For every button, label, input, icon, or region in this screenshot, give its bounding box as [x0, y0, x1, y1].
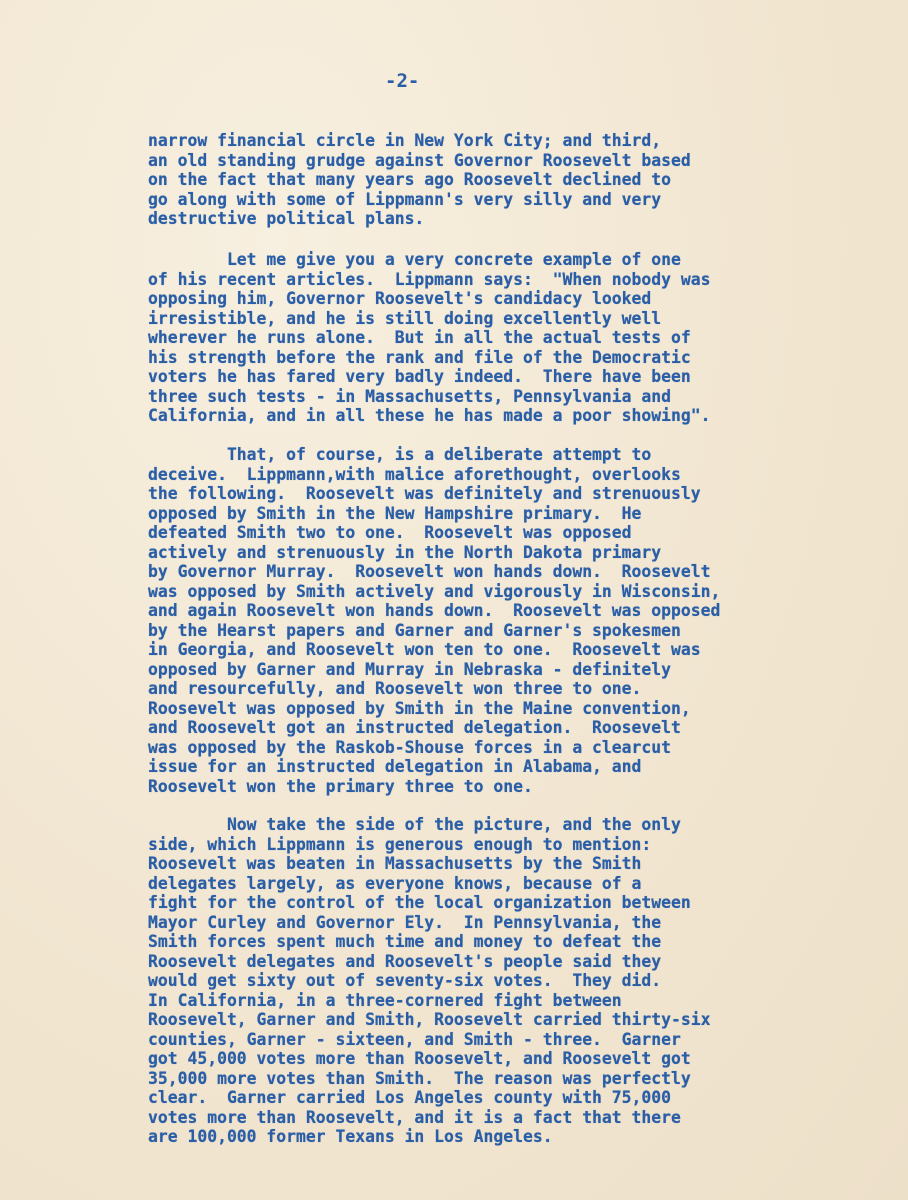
- text-line: his strength before the rank and file of the Democratic: [148, 347, 691, 367]
- text-line: and resourcefully, and Roosevelt won three to one.: [148, 679, 642, 698]
- text-line: wherever he runs alone. But in all the actual tests of: [148, 328, 691, 347]
- text-line: by the Hearst papers and Garner and Garner's spokesmen: [148, 620, 681, 640]
- text-line: of his recent articles. Lippmann says: "When nobody was: [148, 269, 711, 289]
- text-line: Smith forces spent much time and money to defeat the: [148, 932, 662, 951]
- text-line: That, of course, is a deliberate attempt to: [148, 445, 652, 464]
- text-line: issue for an instructed delegation in Alabama, and: [148, 757, 642, 776]
- text-line: three such tests - in Massachusetts, Pennsylvania and: [148, 386, 672, 406]
- text-line: counties, Garner - sixteen, and Smith - three. Garner: [148, 1029, 681, 1049]
- text-line: was opposed by the Raskob-Shouse forces in a clearcut: [148, 737, 672, 757]
- text-line: Roosevelt delegates and Roosevelt's people said they: [148, 951, 662, 971]
- text-line: destructive political plans.: [148, 209, 425, 228]
- paragraph-1: [148, 131, 691, 229]
- text-line: go along with some of Lippmann's very silly and very: [148, 189, 662, 209]
- text-line: actively and strenuously in the North Dakota primary: [148, 542, 662, 562]
- text-line: was opposed by Smith actively and vigorously in Wisconsin,: [148, 581, 721, 601]
- paragraph-3: [148, 445, 720, 796]
- text-line: are 100,000 former Texans in Los Angeles.: [148, 1127, 553, 1146]
- text-line: in Georgia, and Roosevelt won ten to one. Roosevelt was: [148, 640, 701, 659]
- text-line: voters he has fared very badly indeed. There have been: [148, 367, 691, 386]
- text-line: delegates largely, as everyone knows, because of a: [148, 873, 642, 893]
- text-line: defeated Smith two to one. Roosevelt was opposed: [148, 523, 632, 542]
- text-line: votes more than Roosevelt, and it is a fact that there: [148, 1107, 681, 1127]
- paragraph-4: [148, 815, 710, 1147]
- text-line: would get sixty out of seventy-six votes. They did.: [148, 971, 662, 990]
- text-line: the following. Roosevelt was definitely and strenuously: [148, 484, 701, 503]
- text-line: Mayor Curley and Governor Ely. In Pennsylvania, the: [148, 912, 662, 932]
- text-line: In California, in a three-cornered fight between: [148, 990, 622, 1010]
- text-line: and again Roosevelt won hands down. Roosevelt was opposed: [148, 601, 721, 620]
- text-line: irresistible, and he is still doing excellently well: [148, 308, 662, 328]
- text-line: Roosevelt was beaten in Massachusetts by the Smith: [148, 854, 642, 873]
- text-line: California, and in all these he has made a poor showing".: [148, 406, 711, 425]
- text-line: by Governor Murray. Roosevelt won hands down. Roosevelt: [148, 562, 711, 581]
- text-line: opposing him, Governor Roosevelt's candidacy looked: [148, 289, 652, 308]
- text-line: Now take the side of the picture, and the only: [148, 815, 681, 834]
- text-line: on the fact that many years ago Roosevelt declined to: [148, 170, 672, 189]
- text-line: 35,000 more votes than Smith. The reason was perfectly: [148, 1068, 691, 1088]
- text-line: Roosevelt, Garner and Smith, Roosevelt carried thirty-six: [148, 1010, 711, 1029]
- paragraph-2: [148, 250, 710, 426]
- text-line: fight for the control of the local organization between: [148, 893, 691, 912]
- text-line: opposed by Garner and Murray in Nebraska - definitely: [148, 659, 672, 679]
- text-line: Roosevelt won the primary three to one.: [148, 776, 533, 796]
- text-line: Let me give you a very concrete example of one: [148, 250, 681, 269]
- page-number: -2-: [385, 70, 420, 92]
- text-line: an old standing grudge against Governor Roosevelt based: [148, 150, 691, 170]
- text-line: side, which Lippmann is generous enough to mention:: [148, 834, 652, 854]
- text-line: deceive. Lippmann,with malice aforethought, overlooks: [148, 464, 681, 484]
- text-line: opposed by Smith in the New Hampshire primary. He: [148, 503, 642, 523]
- text-line: clear. Garner carried Los Angeles county with 75,000: [148, 1088, 672, 1107]
- text-line: narrow financial circle in New York City; and third,: [148, 131, 662, 150]
- text-line: Roosevelt was opposed by Smith in the Maine convention,: [148, 698, 691, 718]
- text-line: and Roosevelt got an instructed delegation. Roosevelt: [148, 718, 681, 737]
- text-line: got 45,000 votes more than Roosevelt, and Roosevelt got: [148, 1049, 691, 1068]
